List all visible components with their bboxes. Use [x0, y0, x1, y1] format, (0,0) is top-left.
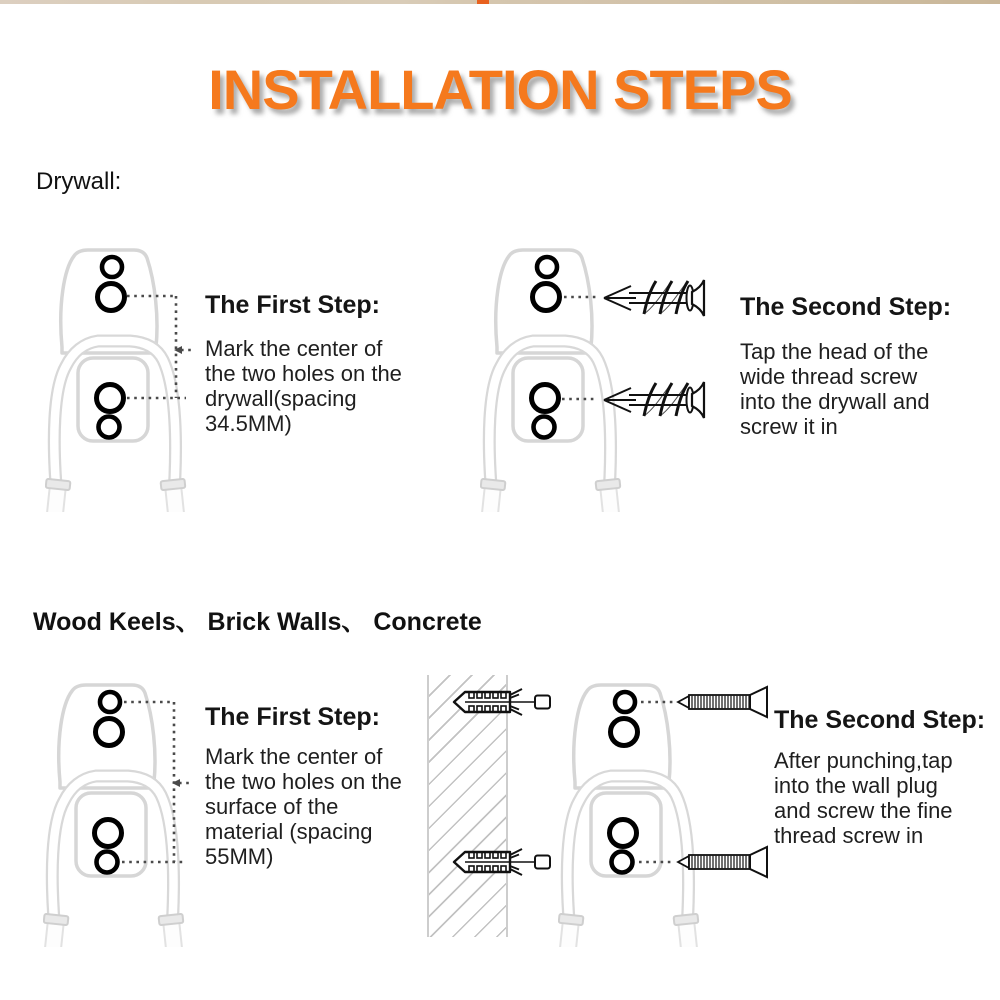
step-line: Mark the center of: [205, 744, 383, 769]
step-description: [740, 339, 930, 439]
step-line: thread screw in: [774, 823, 924, 848]
step-line: After punching,tap: [774, 748, 953, 773]
step-line: 55MM): [205, 844, 274, 869]
step-line: wide thread screw: [740, 364, 918, 389]
step-description: [205, 744, 402, 869]
step-heading: The First Step:: [205, 703, 381, 731]
section-label-drywall: Drywall:: [36, 168, 122, 195]
page-title: INSTALLATION STEPS: [208, 58, 792, 121]
step-line: and screw the fine: [774, 798, 953, 823]
step-heading: The Second Step:: [740, 293, 952, 321]
step-line: material (spacing: [205, 819, 373, 844]
step-line: drywall(spacing: [205, 386, 357, 411]
step-heading: The Second Step:: [774, 706, 986, 734]
step-line: Mark the center of: [205, 336, 383, 361]
step-line: into the drywall and: [740, 389, 930, 414]
section-label-wood-brick-concrete: Wood Keels、 Brick Walls、 Concrete: [33, 608, 482, 636]
step-line: the two holes on the: [205, 769, 402, 794]
step-heading: The First Step:: [205, 291, 381, 319]
step-description: [205, 336, 402, 436]
step-description: [774, 748, 953, 848]
step-line: into the wall plug: [774, 773, 938, 798]
step-line: the two holes on the: [205, 361, 402, 386]
step-line: surface of the: [205, 794, 339, 819]
step-line: Tap the head of the: [740, 339, 929, 364]
step-line: screw it in: [740, 414, 838, 439]
step-line: 34.5MM): [205, 411, 292, 436]
